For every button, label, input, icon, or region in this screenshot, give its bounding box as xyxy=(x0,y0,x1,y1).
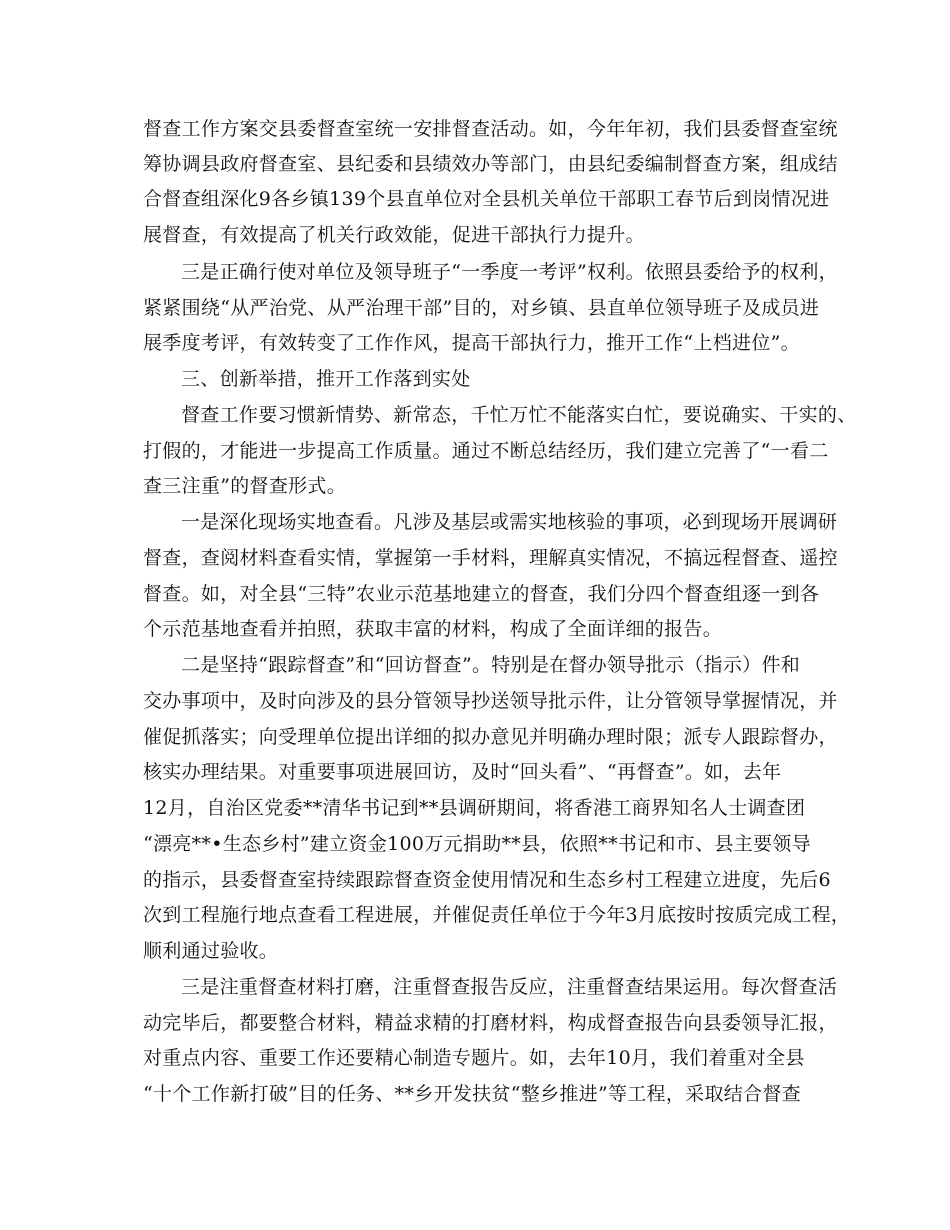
text-line: 筹协调县政府督查室、县纪委和县绩效办等部门，由县纪委编制督查方案，组成结 xyxy=(143,153,838,175)
text-line: 督查工作方案交县委督查室统一安排督查活动。如，今年年初，我们县委督查室统 xyxy=(143,118,838,140)
text-line: 动完毕后，都要整合材料，精益求精的打磨材料，构成督查报告向县委领导汇报， xyxy=(143,1012,838,1034)
text-line: 查三注重”的督查形式。 xyxy=(143,475,347,497)
text-line: 展季度考评，有效转变了工作作风，提高干部执行力，推开工作“上档进位”。 xyxy=(143,332,800,354)
text-line: “漂亮**•生态乡村”建立资金100万元捐助**县，依照**书记和市、县主要领导 xyxy=(143,833,811,855)
paragraph-first-line: 三是正确行使对单位及领导班子“一季度一考评”权利。依照县委给予的权利， xyxy=(181,261,838,283)
paragraph-first-line: 一是深化现场实地查看。凡涉及基层或需实地核验的事项，必到现场开展调研 xyxy=(181,511,838,533)
text-line: 紧紧围绕“从严治党、从严治理干部”目的，对乡镇、县直单位领导班子及成员进 xyxy=(143,297,820,319)
text-line: 合督查组深化9各乡镇139个县直单位对全县机关单位干部职工春节后到岗情况进 xyxy=(143,188,830,210)
paragraph-first-line: 二是坚持“跟踪督查”和“回访督查”。特别是在督办领导批示（指示）件和 xyxy=(181,654,801,676)
paragraph-first-line: 督查工作要习惯新情势、新常态，千忙万忙不能落实白忙，要说确实、干实的、 xyxy=(181,404,857,426)
text-line: 12月，自治区党委**清华书记到**县调研期间，将香港工商界知名人士调查团 xyxy=(143,797,806,819)
section-heading: 三、创新举措，推开工作落到实处 xyxy=(181,368,471,390)
text-line: 督查，查阅材料查看实情，掌握第一手材料，理解真实情况，不搞远程督查、遥控 xyxy=(143,547,838,569)
text-line: 次到工程施行地点查看工程进展，并催促责任单位于今年3月底按时按质完成工程， xyxy=(143,904,851,926)
text-line: 顺利通过验收。 xyxy=(143,940,279,962)
text-line: 打假的，才能进一步提高工作质量。通过不断总结经历，我们建立完善了“一看二 xyxy=(143,440,829,462)
text-line: 核实办理结果。对重要事项进展回访，及时“回头看”、“再督查”。如，去年 xyxy=(143,761,782,783)
text-line: 交办事项中，及时向涉及的县分管领导抄送领导批示件，让分管领导掌握情况，并 xyxy=(143,690,838,712)
text-line: 的指示，县委督查室持续跟踪督查资金使用情况和生态乡村工程建立进度，先后6 xyxy=(143,869,831,891)
paragraph-first-line: 三是注重督查材料打磨，注重督查报告反应，注重督查结果运用。每次督查活 xyxy=(181,976,838,998)
text-line: 催促抓落实；向受理单位提出详细的拟办意见并明确办理时限；派专人跟踪督办， xyxy=(143,726,838,748)
text-line: “十个工作新打破”目的任务、**乡开发扶贫“整乡推进”等工程，采取结合督查 xyxy=(143,1083,801,1105)
text-line: 个示范基地查看并拍照，获取丰富的材料，构成了全面详细的报告。 xyxy=(143,618,723,640)
text-line: 督查。如，对全县“三特”农业示范基地建立的督查，我们分四个督查组逐一到各 xyxy=(143,583,820,605)
text-line: 展督查，有效提高了机关行政效能，促进干部执行力提升。 xyxy=(143,224,645,246)
text-line: 对重点内容、重要工作还要精心制造专题片。如，去年10月，我们着重对全县 xyxy=(143,1047,805,1069)
